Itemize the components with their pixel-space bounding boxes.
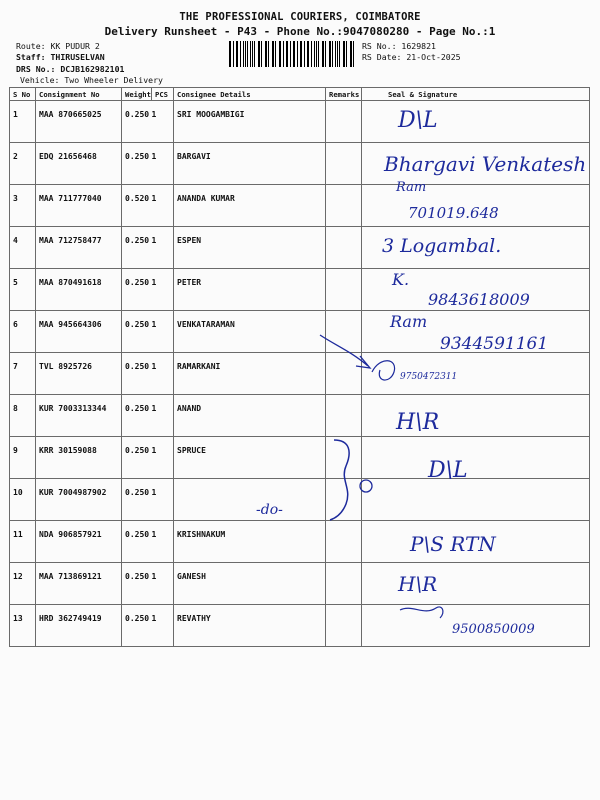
cell-sno: 2	[10, 143, 36, 185]
cell-consignment: MAA 870665025	[36, 101, 122, 143]
cell-sno: 13	[10, 605, 36, 647]
hw-row5-sign: K.	[392, 270, 410, 289]
col-pcs: PCS	[152, 88, 174, 101]
hw-row13-phone: 9500850009	[452, 622, 535, 637]
cell-consignment: MAA 713869121	[36, 563, 122, 605]
cell-pcs: 1	[152, 437, 174, 479]
hw-row3-phone: 701019.648	[408, 204, 499, 222]
cell-sno: 9	[10, 437, 36, 479]
cell-consignee: SRI MOOGAMBIGI	[174, 101, 326, 143]
cell-weight: 0.250	[122, 143, 152, 185]
vehicle-label: Vehicle: Two Wheeler Delivery	[20, 75, 163, 85]
cell-consignee: ANAND	[174, 395, 326, 437]
route-label: Route: KK PUDUR 2	[16, 41, 100, 51]
cell-consignment: NDA 906857921	[36, 521, 122, 563]
cell-consignment: MAA 945664306	[36, 311, 122, 353]
cell-pcs: 1	[152, 521, 174, 563]
cell-consignment: MAA 870491618	[36, 269, 122, 311]
cell-consignment: KUR 7003313344	[36, 395, 122, 437]
cell-weight: 0.250	[122, 227, 152, 269]
cell-pcs: 1	[152, 479, 174, 521]
signature-scribble-13	[400, 607, 443, 618]
cell-pcs: 1	[152, 227, 174, 269]
cell-pcs: 1	[152, 185, 174, 227]
col-consignment: Consignment No	[36, 88, 122, 101]
cell-sno: 5	[10, 269, 36, 311]
hw-row10-ditto: -do-	[256, 502, 283, 518]
cell-consignment: KRR 30159088	[36, 437, 122, 479]
cell-sno: 6	[10, 311, 36, 353]
cell-sno: 4	[10, 227, 36, 269]
col-signature: Seal & Signature	[362, 88, 590, 101]
hw-row4: 3 Logambal.	[382, 235, 502, 257]
cell-weight: 0.250	[122, 395, 152, 437]
rs-date: RS Date: 21-Oct-2025	[362, 52, 461, 62]
cell-consignee: BARGAVI	[174, 143, 326, 185]
cell-consignment: HRD 362749419	[36, 605, 122, 647]
cell-consignee: PETER	[174, 269, 326, 311]
cell-pcs: 1	[152, 269, 174, 311]
cell-pcs: 1	[152, 311, 174, 353]
runsheet-title: Delivery Runsheet - P43 - Phone No.:9047080280 - Page No.:1	[104, 25, 496, 38]
cell-sno: 1	[10, 101, 36, 143]
cell-weight: 0.250	[122, 311, 152, 353]
cell-consignee: VENKATARAMAN	[174, 311, 326, 353]
cell-consignee: GANESH	[174, 563, 326, 605]
cell-sno: 11	[10, 521, 36, 563]
hw-row2-sign: Ram	[396, 180, 427, 195]
cell-consignment: KUR 7004987902	[36, 479, 122, 521]
cell-weight: 0.250	[122, 521, 152, 563]
ditto-loop	[360, 480, 372, 492]
arrow-line	[320, 335, 368, 366]
cell-pcs: 1	[152, 143, 174, 185]
hw-row1: D\L	[398, 108, 438, 133]
hw-row2-name: Bhargavi Venkatesh	[384, 152, 587, 176]
cell-consignment: MAA 711777040	[36, 185, 122, 227]
hw-row10-status: D\L	[428, 458, 468, 483]
cell-sno: 12	[10, 563, 36, 605]
cell-sno: 7	[10, 353, 36, 395]
cell-pcs: 1	[152, 563, 174, 605]
cell-consignee: REVATHY	[174, 605, 326, 647]
cell-consignment: TVL 8925726	[36, 353, 122, 395]
cell-consignment: MAA 712758477	[36, 227, 122, 269]
col-remarks: Remarks	[326, 88, 362, 101]
cell-consignee: KRISHNAKUM	[174, 521, 326, 563]
cell-consignee: ANANDA KUMAR	[174, 185, 326, 227]
hw-row12: H\R	[398, 572, 438, 596]
hw-row5-phone: 9843618009	[428, 290, 530, 309]
cell-pcs: 1	[152, 605, 174, 647]
cell-weight: 0.250	[122, 353, 152, 395]
cell-weight: 0.250	[122, 605, 152, 647]
cell-sno: 8	[10, 395, 36, 437]
hw-row6-phone: 9344591161	[440, 334, 549, 354]
hw-row11: P\S RTN	[410, 532, 496, 556]
cell-consignment: EDQ 21656468	[36, 143, 122, 185]
cell-sno: 10	[10, 479, 36, 521]
hw-row8: H\R	[396, 410, 440, 435]
cell-sno: 3	[10, 185, 36, 227]
company-title: THE PROFESSIONAL COURIERS, COIMBATORE	[179, 11, 421, 23]
cell-weight: 0.250	[122, 563, 152, 605]
cell-consignee: RAMARKANI	[174, 353, 326, 395]
cell-pcs: 1	[152, 353, 174, 395]
cell-weight: 0.250	[122, 269, 152, 311]
col-sno: S No	[10, 88, 36, 101]
cell-pcs: 1	[152, 395, 174, 437]
cell-weight: 0.520	[122, 185, 152, 227]
cell-weight: 0.250	[122, 437, 152, 479]
hw-row7-phone: 9750472311	[400, 372, 458, 382]
cell-pcs: 1	[152, 101, 174, 143]
staff-label: Staff: THIRUSELVAN	[16, 52, 105, 62]
brace-mark	[330, 440, 349, 520]
cell-consignee: ESPEN	[174, 227, 326, 269]
col-consignee: Consignee Details	[174, 88, 326, 101]
cell-weight: 0.250	[122, 101, 152, 143]
hw-row6-sign: Ram	[390, 312, 428, 331]
cell-consignee: SPRUCE	[174, 437, 326, 479]
cell-weight: 0.250	[122, 479, 152, 521]
signature-scribble-7	[372, 361, 395, 380]
rs-number: RS No.: 1629821	[362, 41, 436, 51]
drs-number: DRS No.: DCJB162982101	[16, 64, 125, 74]
col-weight: Weight	[122, 88, 152, 101]
